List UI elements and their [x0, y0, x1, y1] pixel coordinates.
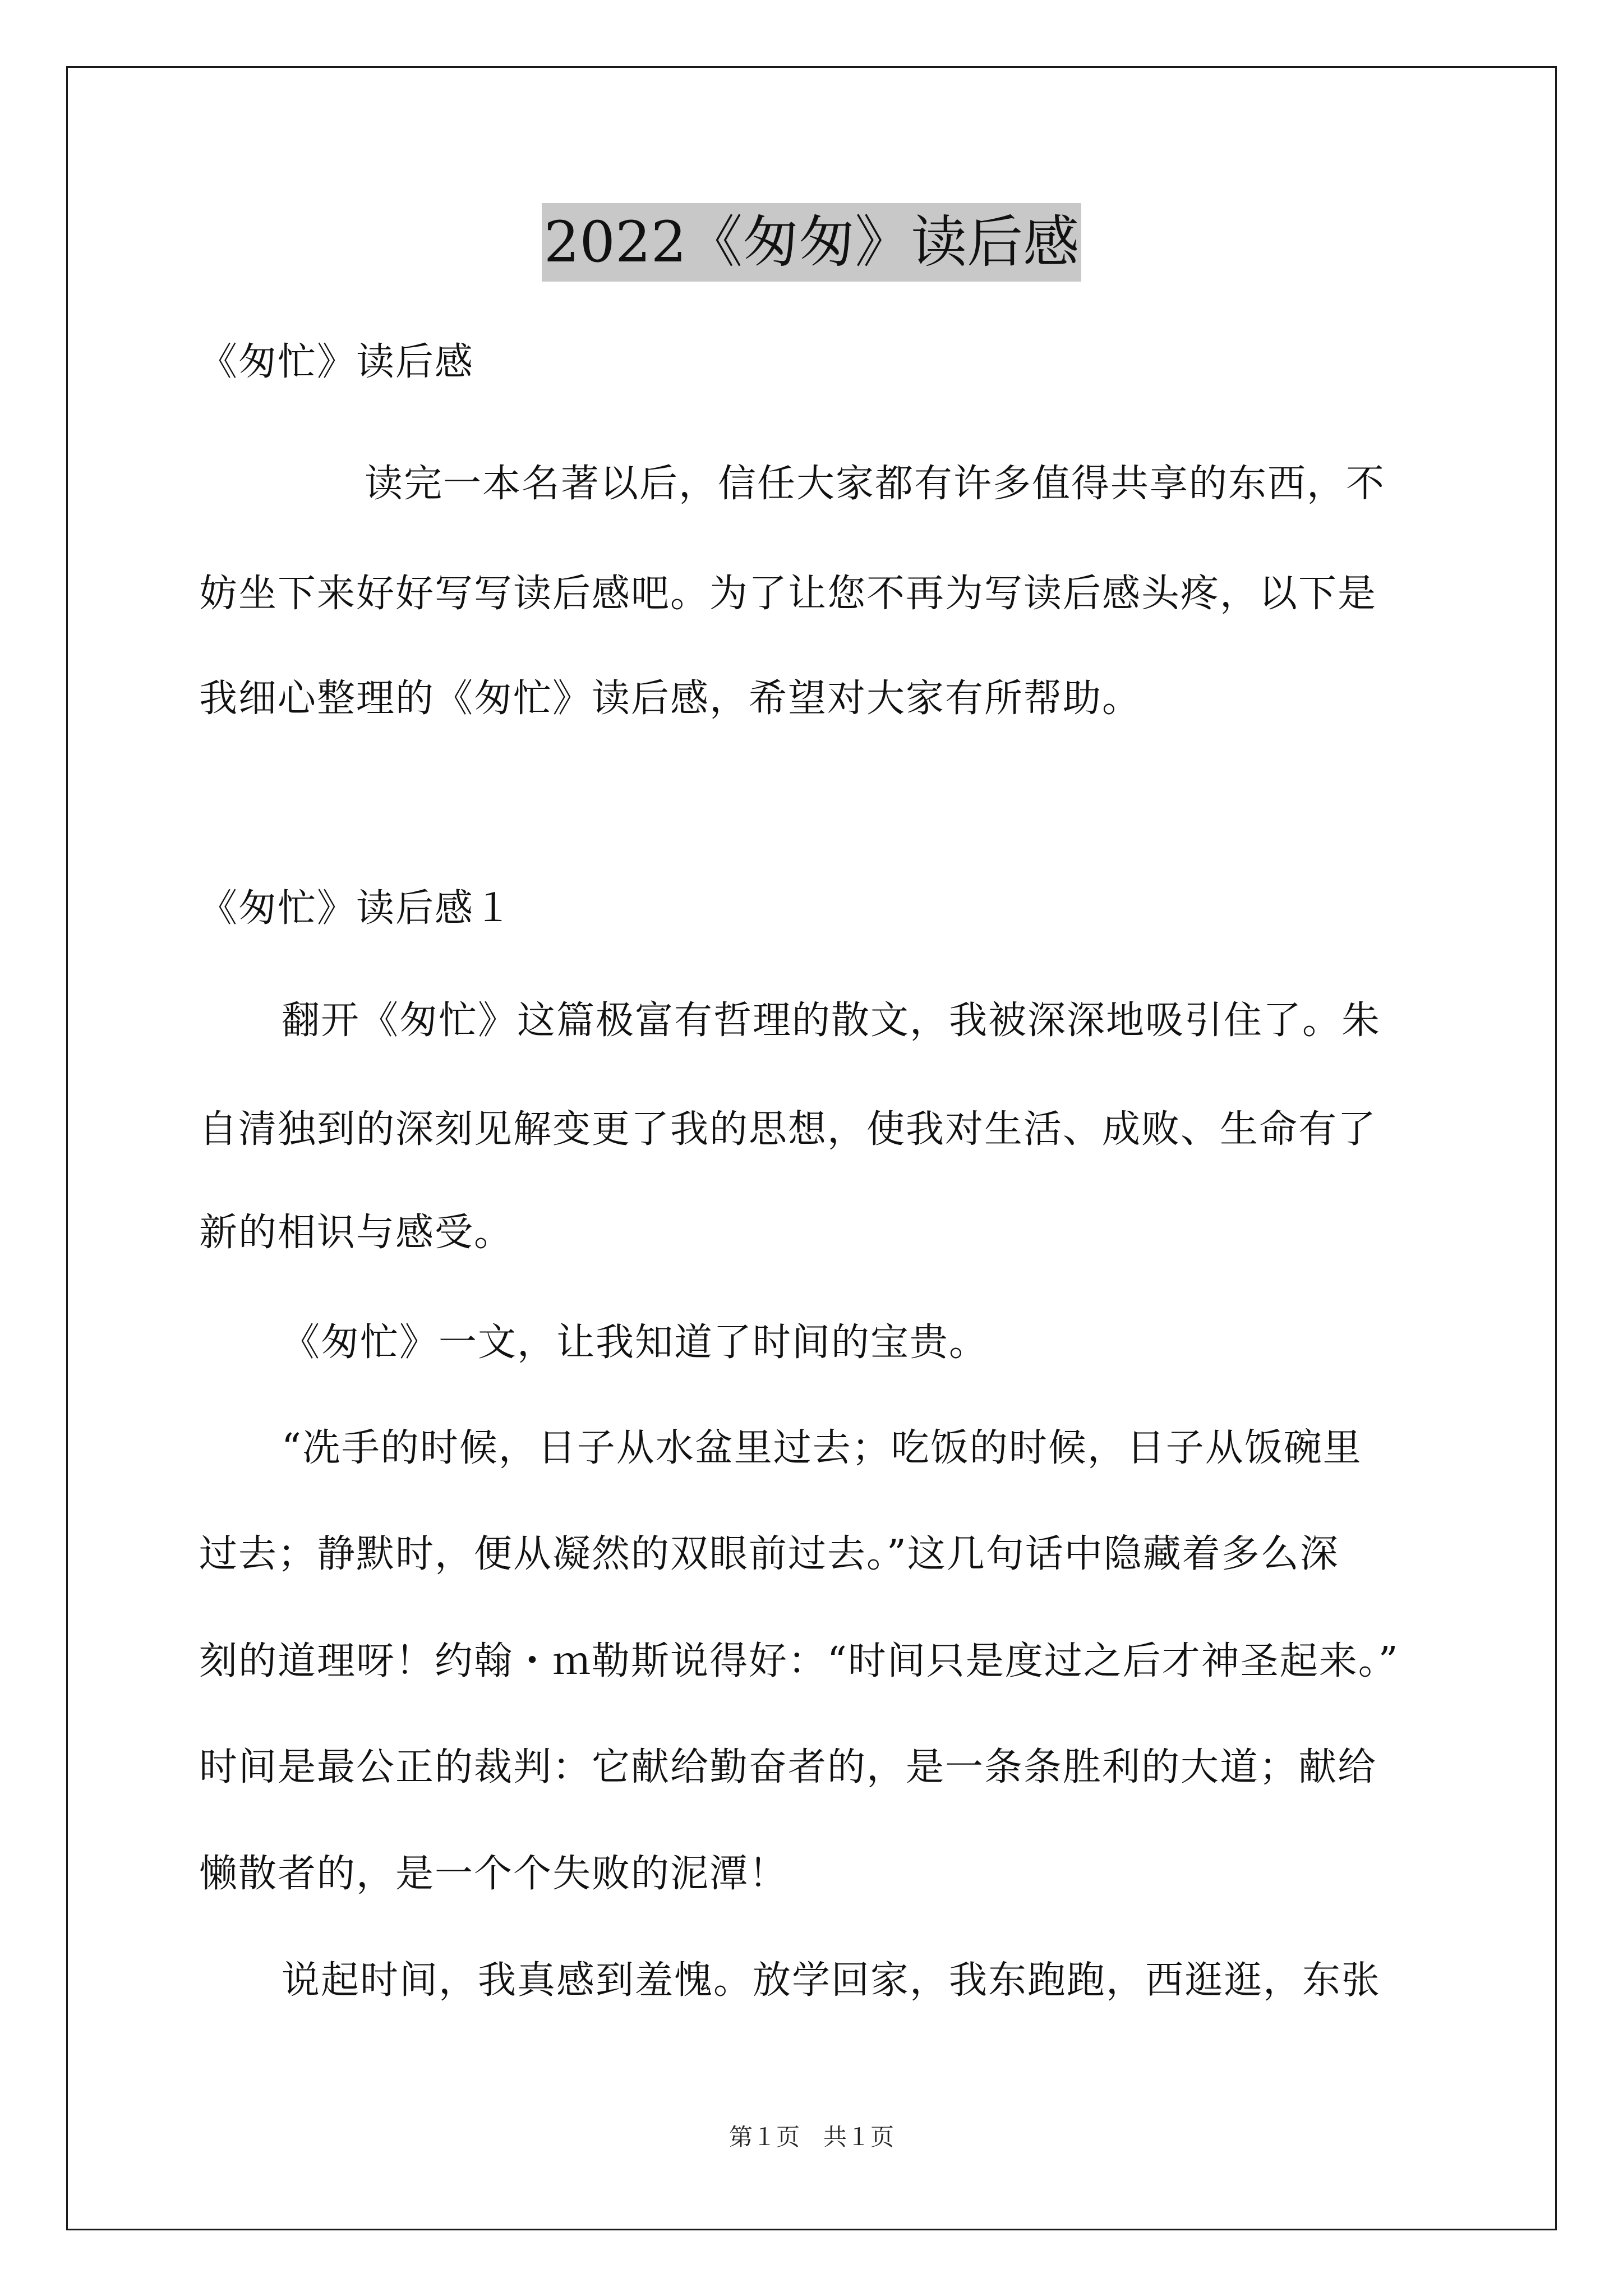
paragraph-line: 《匆忙》一文，让我知道了时间的宝贵。 — [282, 1320, 989, 1365]
document-title-text: 2022《匆匆》读后感 — [542, 203, 1082, 282]
paragraph-line: 新的相识与感受。 — [199, 1211, 514, 1255]
section-heading-1: 《匆忙》读后感１ — [199, 886, 514, 931]
page-footer — [0, 2120, 1623, 2154]
paragraph-line: “冼手的时候，日子从水盆里过去；吃饭的时候，日子从饭碗里 — [282, 1426, 1362, 1470]
section-heading-intro: 《匆忙》读后感 — [199, 340, 474, 384]
paragraph-line: 过去；静默时，便从凝然的双眼前过去。”这几句话中隐藏着多么深 — [199, 1532, 1339, 1576]
paragraph-line: 说起时间，我真感到羞愧。放学回家，我东跑跑，西逛逛，东张 — [282, 1958, 1381, 2003]
paragraph-line: 我细心整理的《匆忙》读后感，希望对大家有所帮助。 — [199, 677, 1142, 721]
page-number: 第１页 共１页 — [728, 2123, 894, 2151]
paragraph-line: 读完一本名著以后，信任大家都有许多值得共享的东西，不 — [365, 462, 1386, 506]
paragraph-line: 妨坐下来好好写写读后感吧。为了让您不再为写读后感头疼，以下是 — [199, 572, 1377, 616]
paragraph-line: 时间是最公正的裁判：它献给勤奋者的，是一条条胜利的大道；献给 — [199, 1745, 1377, 1789]
document-title — [0, 203, 1623, 282]
paragraph-line: 刻的道理呀！约翰・ｍ勒斯说得好：“时间只是度过之后才神圣起来。” — [199, 1639, 1399, 1683]
paragraph-line: 翻开《匆忙》这篇极富有哲理的散文，我被深深地吸引住了。朱 — [282, 999, 1381, 1043]
paragraph-line: 懒散者的，是一个个失败的泥潭！ — [199, 1852, 789, 1896]
paragraph-line: 自清独到的深刻见解变更了我的思想，使我对生活、成败、生命有了 — [199, 1107, 1377, 1152]
